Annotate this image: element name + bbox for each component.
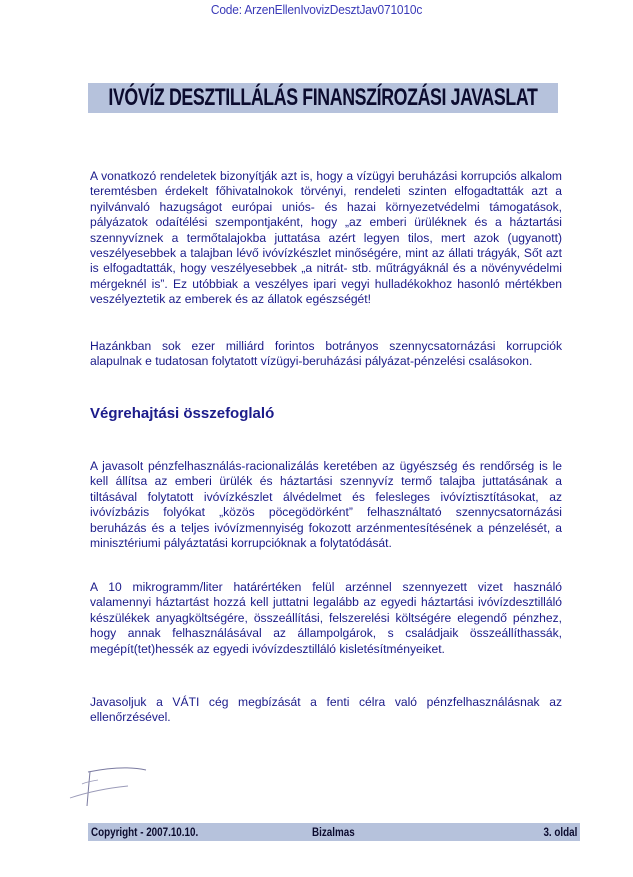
paragraph-regulations: A vonatkozó rendeletek bizonyítják azt is, hogy a vízügyi beruházási korrupciós alkalom teremtésben érdekelt főhivatalnokok törvényi, rendeleti szinten elfogadtatták azt a nyilvánvaló hazugságot európai uniós- és hazai környezetvédelmi támogatások, pályázatok odaítélési szempontjaként, hogy „az emberi ürüléknek és a háztartási szennyvíznek a termőtalajokba juttatása azért legyen tilos, mert azok (ugyanott) veszélyesebbek a talajban lévő ivóvízkészlet minőségére, mint az állati trágyák, Sőt azt is elfogadtatták, hogy veszélyesebbek „a nitrát- stb. műtrágyáknál és a növényvédelmi mérgeknél is”. Ez utóbbiak a veszélyes ipari vegyi hulladékokhoz hasonló mértékben veszélyeztetik az emberek és az állatok egészségét! [90, 169, 562, 307]
paragraph-proposal: A javasolt pénzfelhasználás-racionalizálás keretében az ügyészség és rendőrség is le kell állítsa az emberi ürülék és háztartási szennyvíz termő talajba juttatásának a tiltásával folytatott ivóvízkészlet álvédelmet és felesleges ivóvíztisztításokat, az ivóvízbázis folyókat „közös pöcegödörként” felhasználtató szennycsatornázási beruházás és a teljes ivóvízmennyiség fokozott arzénmentesítésének a pénzelését, a minisztériumi pályáztatási korrupcióknak a folytatódását. [90, 459, 562, 551]
footer-copyright: Copyright - 2007.10.10. [91, 825, 199, 839]
paragraph-vati: Javasoljuk a VÁTI cég megbízását a fenti célra való pénzfelhasználásnak az ellenőrzésével. [90, 695, 562, 725]
paragraph-households: A 10 mikrogramm/liter határértéken felül arzénnel szennyezett vizet használó valamennyi háztartást hozzá kell juttatni legalább az egyedi háztartási ivóvízdesztilláló készülékek anyagköltségére, összeállítási, felszerelési költségére elegendő pénzhez, hogy annak felhasználásával az állampolgárok, s családjaik összeállíthassák, megépít(tet)hessék az egyedi ivóvízdesztilláló kisletésítményeiket. [90, 580, 562, 656]
document-title: IVÓVÍZ DESZTILLÁLÁS FINANSZÍROZÁSI JAVASLAT [108, 84, 538, 111]
footer-banner [88, 823, 580, 841]
paragraph-corruption: Hazánkban sok ezer milliárd forintos botrányos szennycsatornázási korrupciók alapulnak e tudatosan folytatott vízügyi-beruházási pályázat-pénzelési csalásokon. [90, 339, 562, 369]
document-code: Code: ArzenEllenIvovizDesztJav071010c [210, 2, 423, 17]
section-heading: Végrehajtási összefoglaló [90, 405, 275, 422]
signature-image [68, 762, 158, 810]
title-banner [88, 83, 558, 113]
footer-classification: Bizalmas [312, 825, 355, 839]
footer-page-number: 3. oldal [543, 825, 577, 839]
